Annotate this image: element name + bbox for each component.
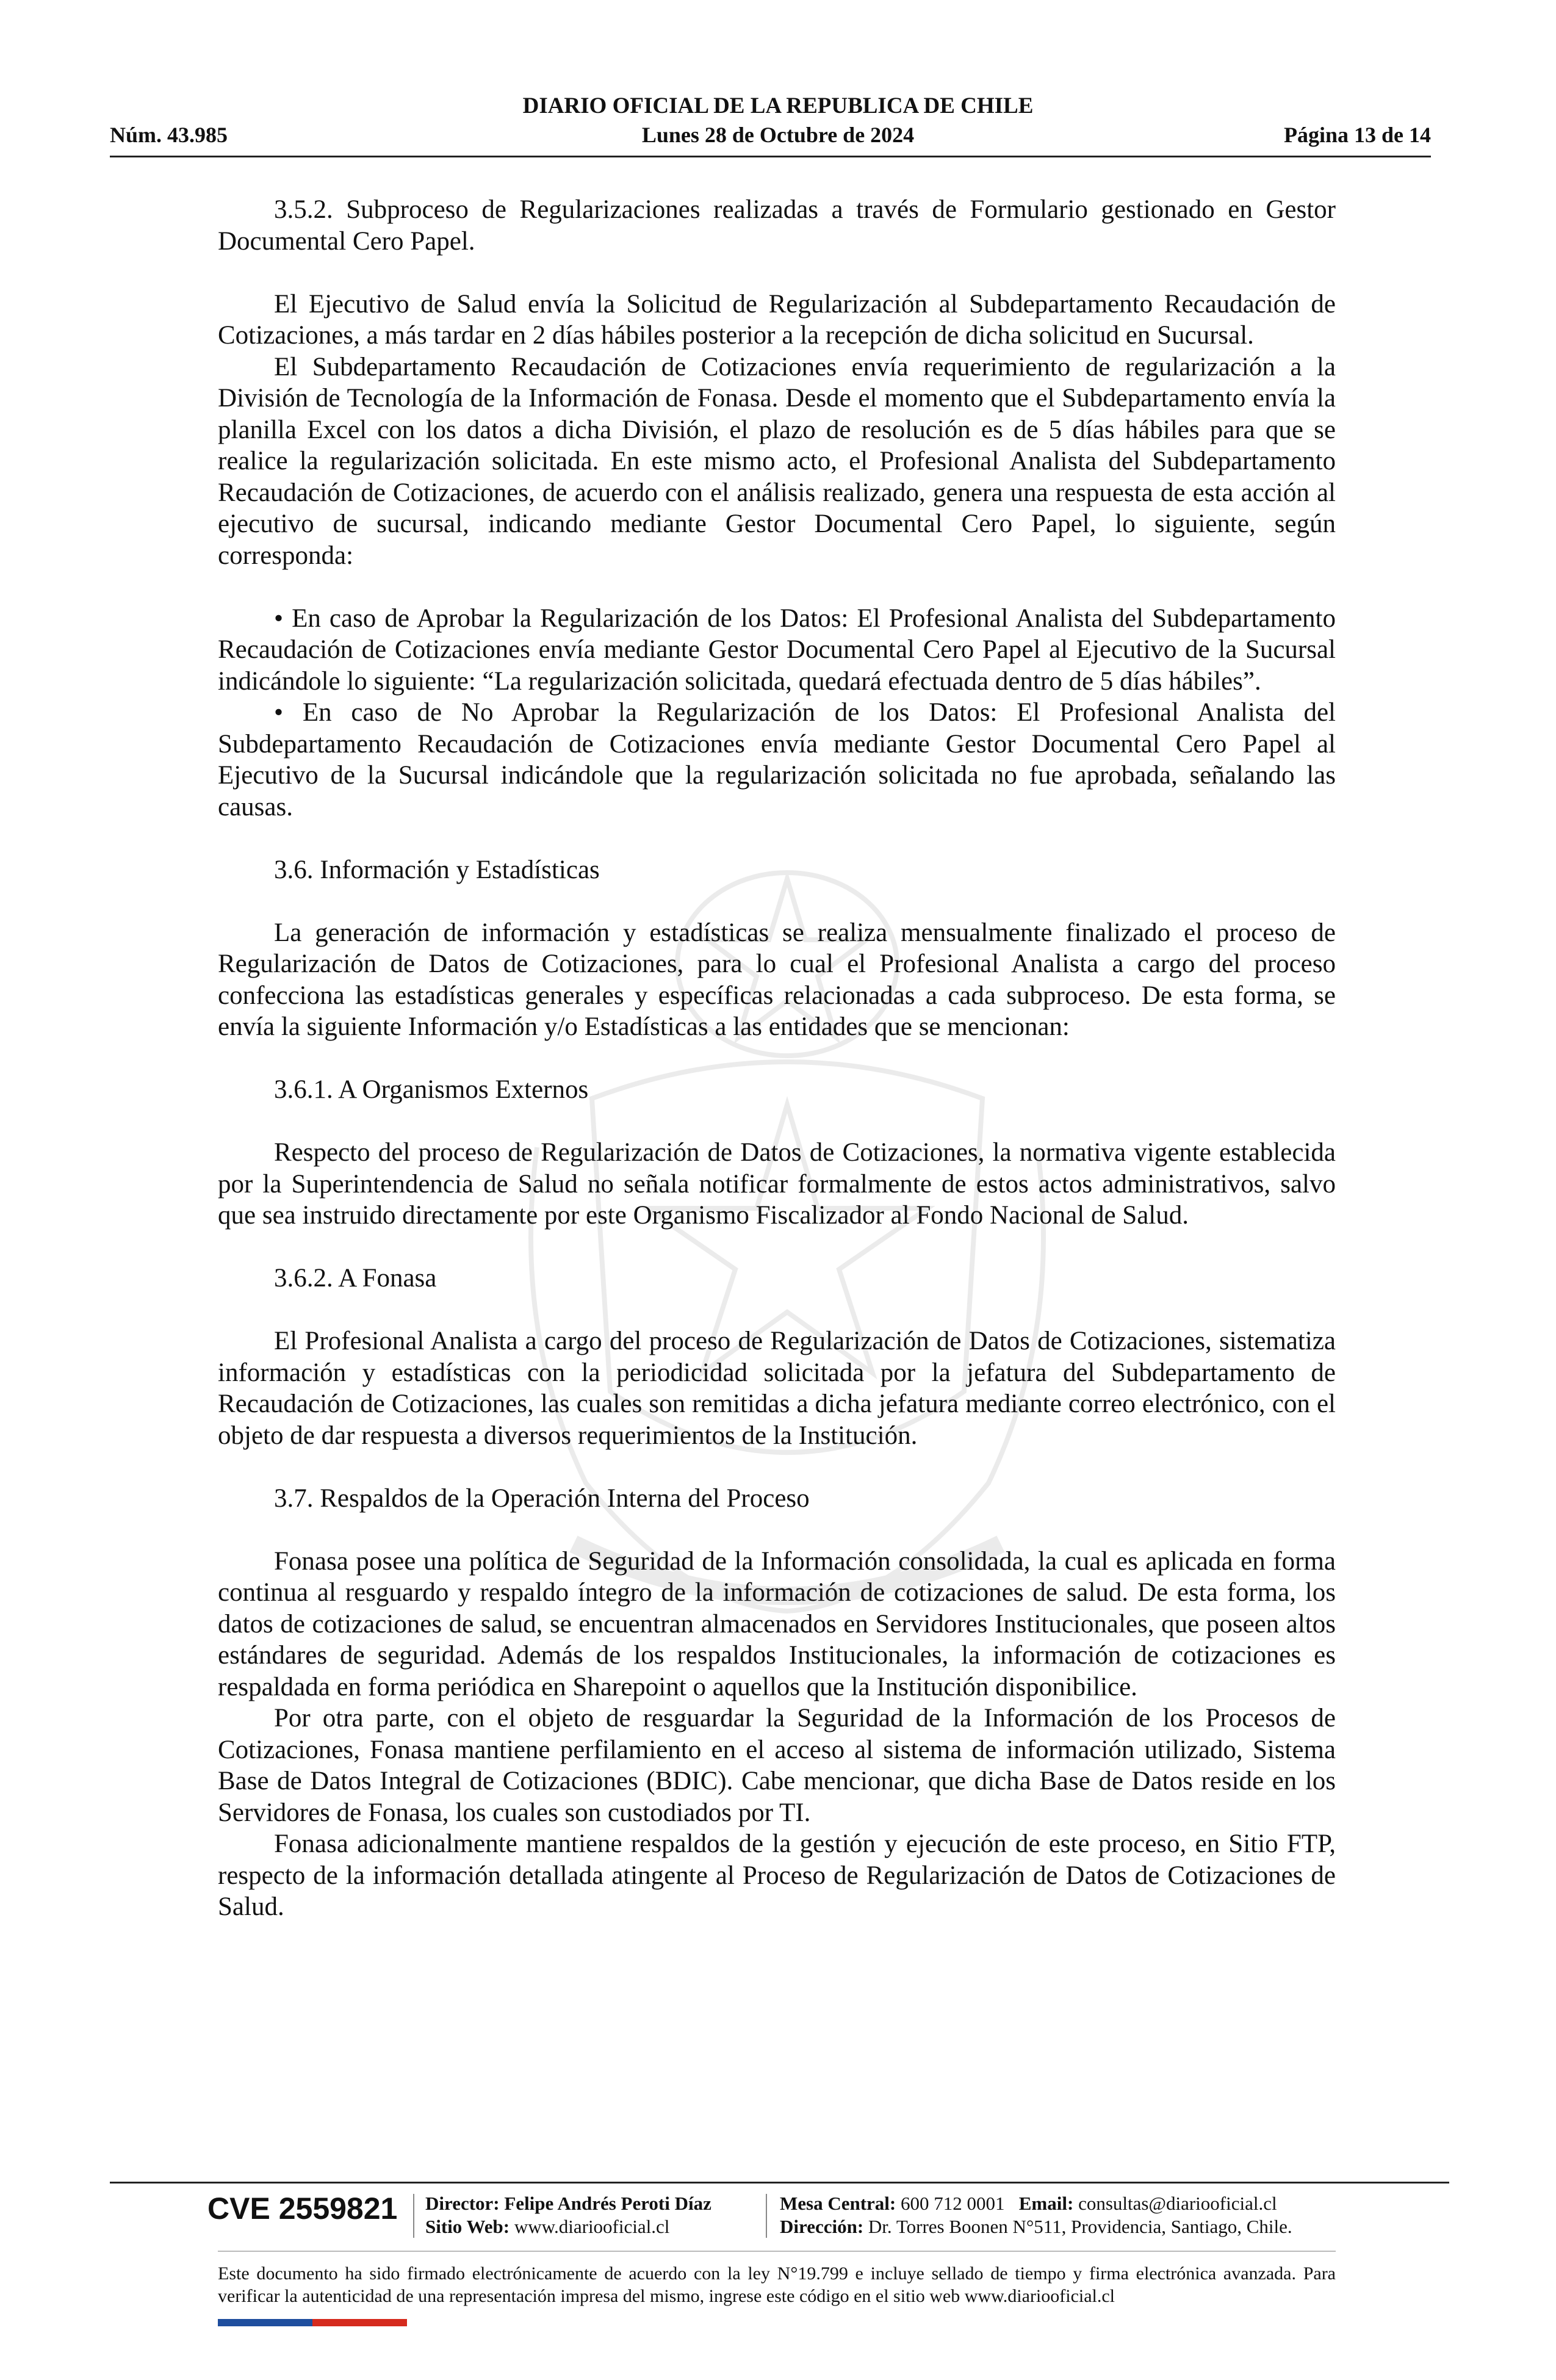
article-body [218, 194, 1336, 1923]
header-divider [110, 156, 1431, 157]
footer-divider [218, 2251, 1336, 2252]
paragraph: Por otra parte, con el objeto de resguardar la Seguridad de la Información de los Procesos de Cotizaciones, Fonasa mantiene perfilamiento en el acceso al sistema de información utilizado, Sistema Base de Datos Integral de Cotizaciones (BDIC). Cabe mencionar, que dicha Base de Datos reside en los Servidores de Fonasa, los cuales son custodiados por TI. [218, 1704, 1336, 1827]
footer-divider [110, 2182, 1449, 2183]
flag-blue-segment [218, 2319, 312, 2326]
address-value: Dr. Torres Boonen N°511, Providencia, Santiago, Chile. [868, 2216, 1292, 2237]
phone-label: Mesa Central: [780, 2193, 896, 2214]
paragraph: Respecto del proceso de Regularización de Datos de Cotizaciones, la normativa vigente establecida por la Superintendencia de Salud no señala notificar formalmente de estos actos administrativos, salvo que sea instruido directamente por este Organismo Fiscalizador al Fondo Nacional de Salud. [218, 1138, 1336, 1230]
bullet-item: • En caso de No Aprobar la Regularización de los Datos: El Profesional Analista del Subdepartamento Recaudación de Cotizaciones envía mediante Gestor Documental Cero Papel al Ejecutivo de la Sucursal indicándole que la regularización solicitada no fue aprobada, señalando las causas. [218, 698, 1336, 821]
page-number: Página 13 de 14 [1283, 123, 1431, 147]
bullet-item: • En caso de Aprobar la Regularización de los Datos: El Profesional Analista del Subdepartamento Recaudación de Cotizaciones envía mediante Gestor Documental Cero Papel al Ejecutivo de la Sucursal indicándole lo siguiente: “La regularización solicitada, quedará efectuada dentro de 5 días hábiles”. [218, 604, 1336, 696]
address-label: Dirección: [780, 2216, 864, 2237]
phone-value: 600 712 0001 [901, 2193, 1005, 2214]
director-name: Felipe Andrés Peroti Díaz [504, 2193, 711, 2214]
email-link[interactable]: consultas@diariooficial.cl [1078, 2193, 1277, 2214]
flag-red-segment [312, 2319, 407, 2326]
section-heading: 3.6. Información y Estadísticas [274, 855, 600, 884]
paragraph: El Profesional Analista a cargo del proceso de Regularización de Datos de Cotizaciones, sistematiza información y estadísticas con la periodicidad solicitada por la jefatura del Subdepartamento de Recaudación de Cotizaciones, las cuales son remitidas a dicha jefatura mediante correo electrónico, con el objeto de dar respuesta a diversos requerimientos de la Institución. [218, 1327, 1336, 1450]
footer-separator [766, 2194, 767, 2238]
paragraph: La generación de información y estadísticas se realiza mensualmente finalizado el proceso de Regularización de Datos de Cotizaciones, para lo cual el Profesional Analista a cargo del proceso confecciona las estadísticas generales y específicas relacionadas a cada subproceso. De esta forma, se envía la siguiente Información y/o Estadísticas a las entidades que se mencionan: [218, 918, 1336, 1041]
footer-separator [413, 2194, 414, 2238]
paragraph: Fonasa adicionalmente mantiene respaldos de la gestión y ejecución de este proceso, en Sitio FTP, respecto de la información detallada atingente al Proceso de Regularización de Datos de Cotizaciones de Salud. [218, 1830, 1336, 1921]
section-heading: 3.6.1. A Organismos Externos [274, 1075, 589, 1104]
paragraph: El Subdepartamento Recaudación de Cotizaciones envía requerimiento de regularización a la División de Tecnología de la Información de Fonasa. Desde el momento que el Subdepartamento envía la planilla Excel con los datos a dicha División, el plazo de resolución es de 5 días hábiles para que se realice la regularización solicitada. En este mismo acto, el Profesional Analista del Subdepartamento Recaudación de Cotizaciones, de acuerdo con el análisis realizado, genera una respuesta de esta acción al ejecutivo de sucursal, indicando mediante Gestor Documental Cero Papel, lo siguiente, según corresponda: [218, 352, 1336, 570]
director-label: Director: [425, 2193, 500, 2214]
footer-contact-block [780, 2192, 1292, 2238]
cve-code: CVE 2559821 [207, 2191, 398, 2226]
email-label: Email: [1018, 2193, 1074, 2214]
legal-notice: Este documento ha sido firmado electrónicamente de acuerdo con la ley N°19.799 e incluye sellado de tiempo y firma electrónica avanzada. Para verificar la autenticidad de una representación impresa del mismo, ingrese este código en el sitio web www.diariooficial.cl [218, 2263, 1336, 2306]
section-heading: 3.6.2. A Fonasa [274, 1264, 437, 1293]
section-heading: 3.7. Respaldos de la Operación Interna del Proceso [274, 1484, 810, 1513]
footer-director-block [425, 2192, 711, 2238]
paragraph: El Ejecutivo de Salud envía la Solicitud de Regularización al Subdepartamento Recaudación de Cotizaciones, a más tardar en 2 días hábiles posterior a la recepción de dicha solicitud en Sucursal. [218, 289, 1336, 350]
section-heading: 3.5.2. Subproceso de Regularizaciones realizadas a través de Formulario gestionado en Gestor Documental Cero Papel. [218, 195, 1336, 256]
newspaper-title: DIARIO OFICIAL DE LA REPUBLICA DE CHILE [522, 93, 1034, 118]
site-label: Sitio Web: [425, 2216, 510, 2237]
issue-number: Núm. 43.985 [110, 123, 228, 147]
paragraph: Fonasa posee una política de Seguridad de la Información consolidada, la cual es aplicada en forma continua al resguardo y respaldo íntegro de la información de cotizaciones de salud. De esta forma, los datos de cotizaciones de salud, se encuentran almacenados en Servidores Institucionales, que poseen altos estándares de seguridad. Además de los respaldos Institucionales, la información de cotizaciones es respaldada en forma periódica en Sharepoint o aquellos que la Institución disponibilice. [218, 1546, 1336, 1701]
site-link[interactable]: www.diariooficial.cl [514, 2216, 670, 2237]
issue-date: Lunes 28 de Octubre de 2024 [641, 123, 915, 147]
flag-stripe-icon [218, 2319, 407, 2326]
